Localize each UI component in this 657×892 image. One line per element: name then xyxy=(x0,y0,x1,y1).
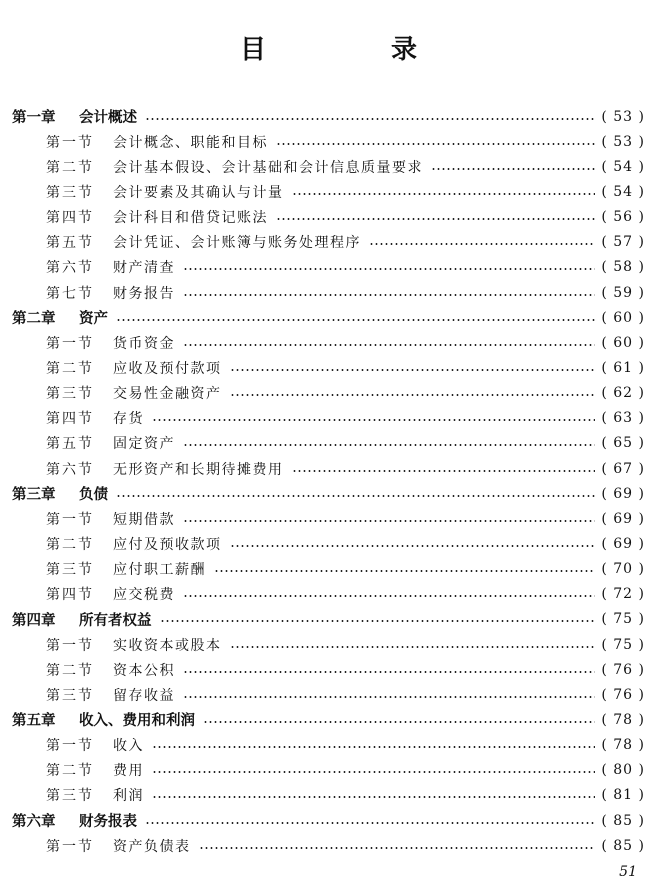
section-number: 第二节 xyxy=(46,159,94,176)
page-reference: ( 61 ) xyxy=(601,359,645,376)
section-number: 第三节 xyxy=(46,687,94,704)
page-reference: ( 65 ) xyxy=(601,435,645,452)
section-title: 短期借款 xyxy=(113,511,175,528)
section-number: 第一节 xyxy=(46,838,94,855)
page-reference: ( 76 ) xyxy=(601,686,645,703)
toc-section-entry[interactable] xyxy=(12,758,645,783)
section-number: 第三节 xyxy=(46,788,94,805)
dot-leader xyxy=(431,168,595,170)
dot-leader xyxy=(183,671,595,673)
section-number: 第二节 xyxy=(46,536,94,553)
page-reference: ( 70 ) xyxy=(601,561,645,578)
toc-section-entry[interactable] xyxy=(12,582,645,607)
dot-leader xyxy=(160,620,596,622)
section-number: 第一节 xyxy=(46,738,94,755)
section-title: 无形资产和长期待摊费用 xyxy=(113,461,284,478)
dot-leader xyxy=(145,118,595,120)
page-number: 51 xyxy=(619,864,637,880)
toc-section-entry[interactable] xyxy=(12,632,645,657)
dot-leader xyxy=(183,444,595,446)
page-reference: ( 85 ) xyxy=(601,812,645,829)
toc-section-entry[interactable] xyxy=(12,531,645,556)
dot-leader xyxy=(145,822,595,824)
page-reference: ( 78 ) xyxy=(601,737,645,754)
section-title: 会计凭证、会计账簿与账务处理程序 xyxy=(113,235,361,252)
table-of-contents xyxy=(12,104,645,858)
section-number: 第一节 xyxy=(46,335,94,352)
dot-leader xyxy=(230,545,596,547)
chapter-title: 资产 xyxy=(79,311,108,328)
section-title: 固定资产 xyxy=(113,436,175,453)
chapter-number: 第六章 xyxy=(12,814,56,830)
section-title: 资本公积 xyxy=(113,662,175,679)
section-title: 应收及预付款项 xyxy=(113,360,222,377)
section-number: 第五节 xyxy=(46,436,94,453)
toc-section-entry[interactable] xyxy=(12,682,645,707)
page-reference: ( 57 ) xyxy=(601,234,645,251)
section-title: 费用 xyxy=(113,763,144,780)
dot-leader xyxy=(276,143,595,145)
dot-leader xyxy=(230,394,596,396)
page-reference: ( 80 ) xyxy=(601,762,645,779)
toc-section-entry[interactable] xyxy=(12,833,645,858)
section-title: 应付及预收款项 xyxy=(113,536,222,553)
page-reference: ( 76 ) xyxy=(601,661,645,678)
page-reference: ( 58 ) xyxy=(601,259,645,276)
toc-section-entry[interactable] xyxy=(12,280,645,305)
section-number: 第四节 xyxy=(46,411,94,428)
page-reference: ( 69 ) xyxy=(601,485,645,502)
toc-chapter-entry[interactable] xyxy=(12,305,645,330)
dot-leader xyxy=(183,268,595,270)
toc-section-entry[interactable] xyxy=(12,657,645,682)
dot-leader xyxy=(183,520,595,522)
section-title: 会计科目和借贷记账法 xyxy=(113,210,268,227)
chapter-title: 负债 xyxy=(79,487,108,504)
section-title: 财产清查 xyxy=(113,260,175,277)
section-number: 第三节 xyxy=(46,562,94,579)
page-reference: ( 81 ) xyxy=(601,787,645,804)
section-number: 第六节 xyxy=(46,461,94,478)
toc-section-entry[interactable] xyxy=(12,355,645,380)
toc-section-entry[interactable] xyxy=(12,255,645,280)
section-number: 第四节 xyxy=(46,587,94,604)
toc-chapter-entry[interactable] xyxy=(12,104,645,129)
toc-section-entry[interactable] xyxy=(12,230,645,255)
dot-leader xyxy=(152,771,595,773)
section-number: 第二节 xyxy=(46,763,94,780)
section-number: 第一节 xyxy=(46,134,94,151)
section-title: 应付职工薪酬 xyxy=(113,562,206,579)
page-reference: ( 85 ) xyxy=(601,837,645,854)
toc-section-entry[interactable] xyxy=(12,154,645,179)
chapter-number: 第三章 xyxy=(12,487,56,504)
chapter-title: 会计概述 xyxy=(79,110,137,127)
section-number: 第二节 xyxy=(46,662,94,679)
page-reference: ( 60 ) xyxy=(601,309,645,326)
toc-section-entry[interactable] xyxy=(12,205,645,230)
section-title: 会计概念、职能和目标 xyxy=(113,134,268,151)
dot-leader xyxy=(369,243,595,245)
page-title: 目 录 xyxy=(239,35,476,65)
section-number: 第二节 xyxy=(46,360,94,377)
page-reference: ( 60 ) xyxy=(601,334,645,351)
dot-leader xyxy=(199,847,596,849)
dot-leader xyxy=(292,470,596,472)
section-number: 第四节 xyxy=(46,210,94,227)
toc-section-entry[interactable] xyxy=(12,783,645,808)
toc-chapter-entry[interactable] xyxy=(12,607,645,632)
section-title: 利润 xyxy=(113,788,144,805)
toc-section-entry[interactable] xyxy=(12,506,645,531)
dot-leader xyxy=(116,495,595,497)
toc-section-entry[interactable] xyxy=(12,456,645,481)
toc-section-entry[interactable] xyxy=(12,733,645,758)
toc-chapter-entry[interactable] xyxy=(12,481,645,506)
section-title: 会计要素及其确认与计量 xyxy=(113,184,284,201)
toc-section-entry[interactable] xyxy=(12,406,645,431)
dot-leader xyxy=(183,294,595,296)
section-title: 资产负债表 xyxy=(113,838,191,855)
page-reference: ( 62 ) xyxy=(601,385,645,402)
page-reference: ( 78 ) xyxy=(601,711,645,728)
chapter-title: 财务报表 xyxy=(79,814,137,830)
section-number: 第三节 xyxy=(46,386,94,403)
page-reference: ( 56 ) xyxy=(601,209,645,226)
section-number: 第七节 xyxy=(46,285,94,302)
section-title: 留存收益 xyxy=(113,687,175,704)
dot-leader xyxy=(152,746,595,748)
chapter-title: 所有者权益 xyxy=(79,612,152,629)
dot-leader xyxy=(214,570,595,572)
section-number: 第一节 xyxy=(46,637,94,654)
dot-leader xyxy=(183,595,595,597)
page-reference: ( 69 ) xyxy=(601,510,645,527)
section-number: 第五节 xyxy=(46,235,94,252)
dot-leader xyxy=(152,796,595,798)
section-number: 第三节 xyxy=(46,184,94,201)
toc-chapter-entry[interactable] xyxy=(12,707,645,732)
dot-leader xyxy=(203,721,595,723)
page-reference: ( 75 ) xyxy=(601,636,645,653)
section-title: 存货 xyxy=(113,411,144,428)
section-title: 实收资本或股本 xyxy=(113,637,222,654)
page-reference: ( 54 ) xyxy=(601,158,645,175)
dot-leader xyxy=(292,193,596,195)
chapter-number: 第五章 xyxy=(12,713,56,730)
dot-leader xyxy=(276,218,595,220)
toc-chapter-entry[interactable] xyxy=(12,808,645,833)
chapter-number: 第四章 xyxy=(12,612,56,629)
dot-leader xyxy=(230,646,596,648)
section-title: 货币资金 xyxy=(113,335,175,352)
page-reference: ( 67 ) xyxy=(601,460,645,477)
section-title: 会计基本假设、会计基础和会计信息质量要求 xyxy=(113,159,423,176)
page-reference: ( 59 ) xyxy=(601,284,645,301)
toc-section-entry[interactable] xyxy=(12,431,645,456)
dot-leader xyxy=(183,344,595,346)
toc-section-entry[interactable] xyxy=(12,129,645,154)
page-reference: ( 75 ) xyxy=(601,611,645,628)
page-reference: ( 72 ) xyxy=(601,586,645,603)
toc-section-entry[interactable] xyxy=(12,179,645,204)
chapter-number: 第一章 xyxy=(12,110,56,127)
section-title: 应交税费 xyxy=(113,587,175,604)
section-number: 第六节 xyxy=(46,260,94,277)
chapter-number: 第二章 xyxy=(12,311,56,328)
dot-leader xyxy=(152,419,595,421)
toc-section-entry[interactable] xyxy=(12,330,645,355)
toc-section-entry[interactable] xyxy=(12,557,645,582)
page-reference: ( 53 ) xyxy=(601,108,645,125)
section-title: 收入 xyxy=(113,738,144,755)
dot-leader xyxy=(230,369,596,371)
section-title: 交易性金融资产 xyxy=(113,386,222,403)
dot-leader xyxy=(183,696,595,698)
section-title: 财务报告 xyxy=(113,285,175,302)
page-reference: ( 69 ) xyxy=(601,535,645,552)
dot-leader xyxy=(116,319,595,321)
page-reference: ( 63 ) xyxy=(601,410,645,427)
chapter-title: 收入、费用和利润 xyxy=(79,713,195,730)
page-reference: ( 53 ) xyxy=(601,133,645,150)
section-number: 第一节 xyxy=(46,511,94,528)
toc-section-entry[interactable] xyxy=(12,381,645,406)
page-reference: ( 54 ) xyxy=(601,183,645,200)
